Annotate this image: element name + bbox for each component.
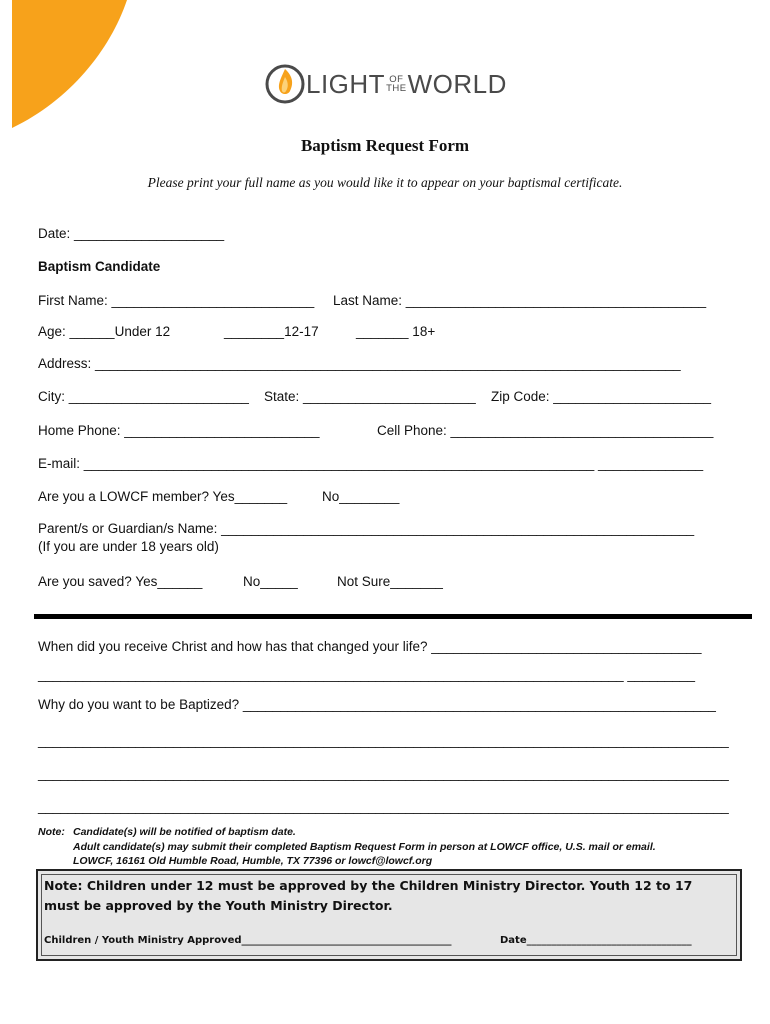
form-title: Baptism Request Form [300,136,470,155]
logo-word-world: WORLD [407,68,507,99]
saved-yes-field[interactable]: Are you saved? Yes______ [38,574,203,589]
member-yes-field[interactable]: Are you a LOWCF member? Yes_______ [38,489,288,504]
cell-phone-field[interactable]: Cell Phone: ___________________________________ [377,423,714,438]
note-label: Note: [38,826,65,838]
first-name-field[interactable]: First Name: ___________________________ [38,293,315,308]
approval-box [36,869,742,961]
age-12-17-field[interactable]: ________12-17 [224,324,319,339]
christ-question-field[interactable]: When did you receive Christ and how has that changed your life? ____________________________________ [38,639,702,654]
email-field[interactable]: E-mail: ____________________________________________________________________ ______________ [38,456,704,471]
note-line-2: Adult candidate(s) may submit their completed Baptism Request Form in person at LOWCF office, U.S. mail or email. [73,841,656,853]
flame-icon [264,63,306,105]
baptized-answer-line-3[interactable]: ____________________________________________________________________________________________ [38,799,729,814]
guardian-note: (If you are under 18 years old) [38,539,219,554]
christ-answer-line[interactable]: ______________________________________________________________________________ _________ [38,667,695,682]
note-line-1: Candidate(s) will be notified of baptism date. [73,826,296,838]
age-18-field[interactable]: _______ 18+ [356,324,436,339]
age-under-12-field[interactable]: Age: ______Under 12 [38,324,171,339]
guardian-name-field[interactable]: Parent/s or Guardian/s Name: _______________________________________________________________ [38,521,695,536]
city-field[interactable]: City: ________________________ [38,389,249,404]
logo-word-light: LIGHT [306,68,386,99]
note-line-3: LOWCF, 16161 Old Humble Road, Humble, TX 77396 or lowcf@lowcf.org [73,855,433,867]
ministry-approved-field[interactable]: Children / Youth Ministry Approved__________________________________________ [44,935,452,946]
orange-corner-decoration [0,0,130,135]
zip-field[interactable]: Zip Code: _____________________ [491,389,711,404]
state-field[interactable]: State: _______________________ [264,389,476,404]
last-name-field[interactable]: Last Name: ________________________________________ [333,293,707,308]
approval-note: Note: Children under 12 must be approved by the Children Ministry Director. Youth 12 to 17 must be approved by the Youth Ministry Director. [44,878,693,913]
baptized-answer-line-1[interactable]: ____________________________________________________________________________________________ [38,733,729,748]
saved-not-sure-field[interactable]: Not Sure_______ [337,574,443,589]
section-heading-candidate: Baptism Candidate [38,259,161,274]
form-subtitle: Please print your full name as you would like it to appear on your baptismal certificate. [147,175,623,190]
saved-no-field[interactable]: No_____ [243,574,298,589]
home-phone-field[interactable]: Home Phone: __________________________ [38,423,320,438]
baptized-answer-line-2[interactable]: ____________________________________________________________________________________________ [38,766,729,781]
logo-wordmark [306,69,507,100]
logo [264,63,507,105]
approval-date-field[interactable]: Date_________________________________ [500,935,692,946]
logo-small-text: OF THE [386,74,407,94]
date-field[interactable]: Date: ____________________ [38,226,225,241]
baptized-question-field[interactable]: Why do you want to be Baptized? _______________________________________________________________ [38,697,716,712]
address-field[interactable]: Address: ______________________________________________________________________________ [38,356,681,371]
member-no-field[interactable]: No________ [322,489,400,504]
section-divider [34,614,752,619]
